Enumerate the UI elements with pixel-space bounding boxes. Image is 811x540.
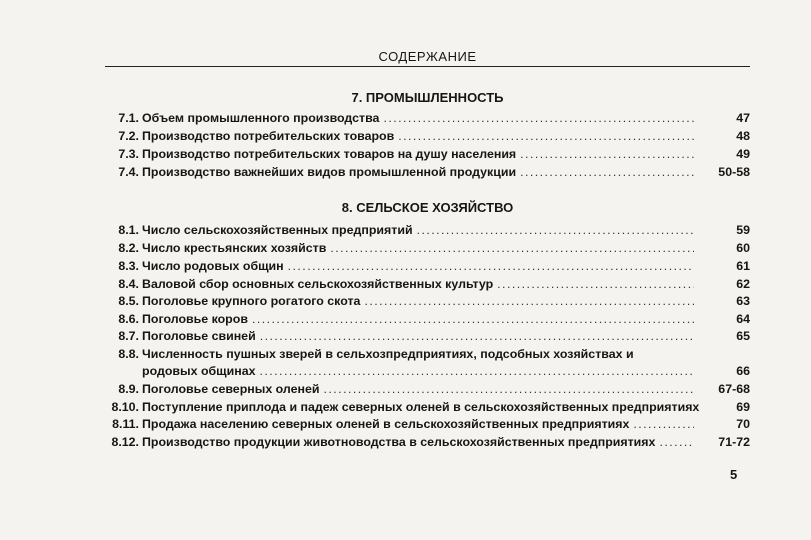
section-title-industry: 7. ПРОМЫШЛЕННОСТЬ <box>351 90 504 105</box>
entry-title: Объем промышленного производства <box>142 111 380 125</box>
entry-title: Число родовых общин <box>142 259 284 273</box>
entry-title: Число крестьянских хозяйств <box>142 241 327 255</box>
dot-leader <box>288 258 694 275</box>
entry-page: 50-58 <box>718 165 750 179</box>
entry-number: 8.7. <box>118 329 139 343</box>
dot-leader <box>383 110 694 127</box>
entry-number: 8.2. <box>118 241 139 255</box>
entry-page: 70 <box>736 417 750 431</box>
page-header: СОДЕРЖАНИЕ <box>378 49 477 64</box>
section-title-agriculture: 8. СЕЛЬСКОЕ ХОЗЯЙСТВО <box>341 200 514 215</box>
entry-page: 67-68 <box>718 382 750 396</box>
entry-title: Число сельскохозяйственных предприятий <box>142 223 413 237</box>
header-rule <box>105 66 750 67</box>
entry-title: Производство потребительских товаров <box>142 129 395 143</box>
entry-title: Поголовье свиней <box>142 329 256 343</box>
entry-title: Поголовье коров <box>142 312 248 326</box>
entry-title: Поголовье крупного рогатого скота <box>142 294 361 308</box>
dot-leader <box>260 363 694 380</box>
entry-page: 61 <box>736 259 750 273</box>
entry-title: Численность пушных зверей в сельхозпредприятиях, подсобных хозяйствах и <box>142 347 634 361</box>
dot-leader <box>659 434 694 451</box>
page-number: 5 <box>730 467 738 482</box>
dot-leader <box>497 276 694 293</box>
entry-title: Поступление приплода и падеж северных оленей в сельскохозяйственных предприятиях <box>142 400 700 414</box>
entry-title: Поголовье северных оленей <box>142 382 320 396</box>
entry-page: 62 <box>736 277 750 291</box>
entry-number: 8.1. <box>118 223 139 237</box>
entry-number: 7.2. <box>118 129 139 143</box>
dot-leader <box>260 328 694 345</box>
entry-page: 66 <box>736 364 750 378</box>
dot-leader <box>252 311 694 328</box>
entry-number: 8.8. <box>118 347 139 361</box>
entry-page: 47 <box>736 111 750 125</box>
entry-title: Продажа населению северных оленей в сельскохозяйственных предприятиях <box>142 417 630 431</box>
dot-leader <box>417 222 694 239</box>
entry-page: 59 <box>736 223 750 237</box>
entry-title: Производство продукции животноводства в сельскохозяйственных предприятиях <box>142 435 656 449</box>
dot-leader <box>398 128 694 145</box>
entry-number: 8.9. <box>118 382 139 396</box>
entry-number: 8.4. <box>118 277 139 291</box>
dot-leader <box>520 146 694 163</box>
entry-number: 8.5. <box>118 294 139 308</box>
dot-leader <box>364 293 694 310</box>
entry-number: 7.4. <box>118 165 139 179</box>
dot-leader <box>520 164 694 181</box>
dot-leader <box>633 416 694 433</box>
entry-page: 48 <box>736 129 750 143</box>
dot-leader <box>324 381 694 398</box>
entry-title: Производство важнейших видов промышленной продукции <box>142 165 517 179</box>
entry-number: 7.3. <box>118 147 139 161</box>
entry-number: 8.3. <box>118 259 139 273</box>
entry-number: 8.10. <box>111 400 139 414</box>
entry-page: 65 <box>736 329 750 343</box>
dot-leader <box>330 240 694 257</box>
entry-title: Валовой сбор основных сельскохозяйственных культур <box>142 277 494 291</box>
entry-number: 8.11. <box>112 417 139 431</box>
entry-number: 8.12. <box>111 435 139 449</box>
entry-number: 8.6. <box>118 312 139 326</box>
entry-page: 69 <box>736 400 750 414</box>
entry-number: 7.1. <box>118 111 139 125</box>
entry-title: Производство потребительских товаров на душу населения <box>142 147 517 161</box>
entry-page: 49 <box>736 147 750 161</box>
entry-title-continued: родовых общинах <box>142 364 256 378</box>
entry-page: 63 <box>736 294 750 308</box>
entry-page: 71-72 <box>718 435 750 449</box>
entry-page: 64 <box>736 312 750 326</box>
entry-page: 60 <box>736 241 750 255</box>
